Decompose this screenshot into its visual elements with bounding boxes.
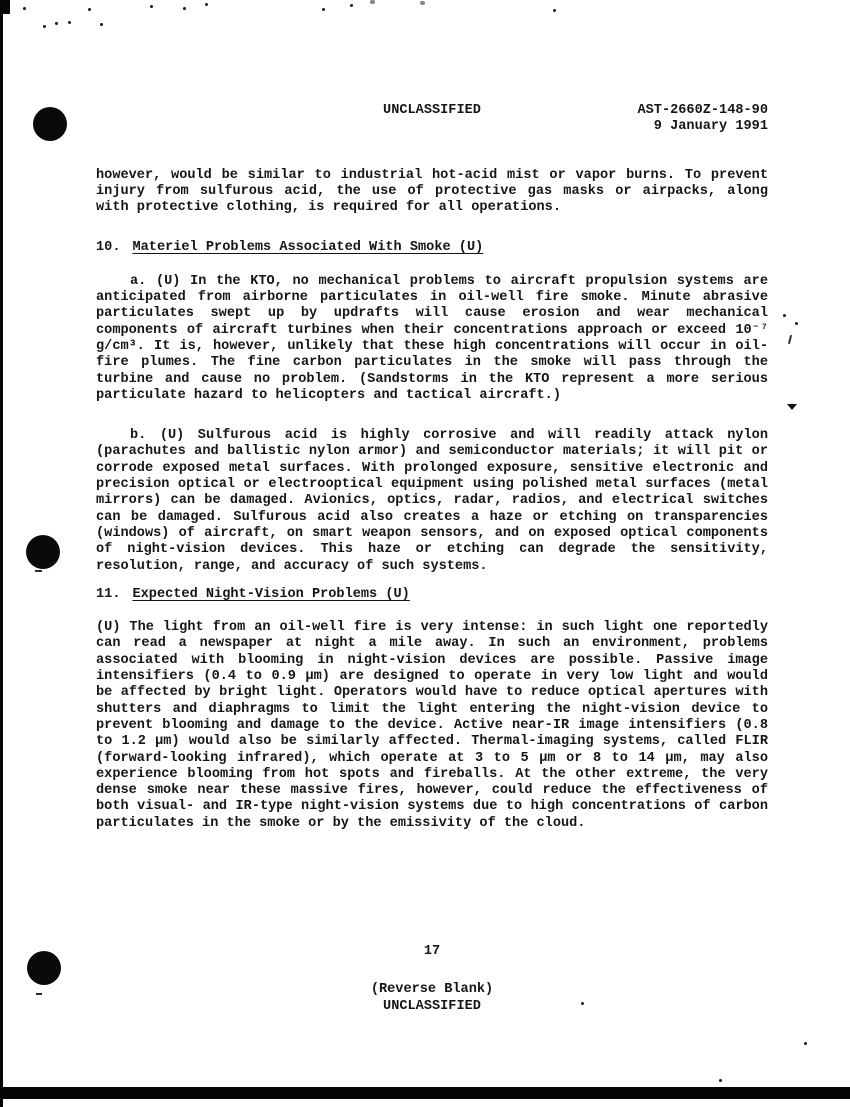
scan-smudge — [370, 0, 375, 4]
hole-punch-bottom — [27, 951, 61, 985]
scan-speck — [322, 8, 325, 11]
scan-speck — [100, 23, 103, 26]
scan-speck — [205, 3, 208, 6]
scan-stroke-mark — [788, 335, 792, 344]
section-11-title: Expected Night-Vision Problems (U) — [132, 586, 410, 602]
reverse-blank-note: (Reverse Blank) — [370, 982, 494, 998]
section-10-number: 10. — [96, 240, 121, 256]
section-11-paragraph: (U) The light from an oil-well fire is very intense: in such light one reportedly can read a newspaper at night a mile away. In such an environment, problems associated with blooming in night-vision devices are possible. Passive image intensifiers (0.4 to 0.9 µm) are designed to operate in very low light and would be affected by bright light. Operators would have to reduce optical apertures with shutters and diaphragms to limit the light entering the night-vision device to prevent blooming and damage to the device. Active near-IR image intensifiers (0.8 to 1.2 µm) would also be similarly affected. Thermal-imaging systems, called FLIR (forward-looking infrared), which operate at 3 to 5 µm or 8 to 14 µm, may also experience blooming from hot spots and fireballs. At the other extreme, the very dense smoke near these massive fires, however, could reduce the effectiveness of both visual- and IR-type night-vision systems due to high concentrations of carbon particulates in the smoke or by the emissivity of the cloud. — [96, 620, 768, 831]
scan-dash — [36, 993, 42, 995]
document-footer — [96, 944, 768, 1015]
section-11-number: 11. — [96, 586, 121, 602]
footer-classification: UNCLASSIFIED — [383, 998, 481, 1014]
scan-triangle-mark — [787, 404, 797, 410]
section-10-paragraph-b: b. (U) Sulfurous acid is highly corrosive and will readily attack nylon (parachutes and ballistic nylon armor) and semiconductor materials; it will pit or corrode exposed metal surfaces. With prolonged exposure, sensitive electronic and precision optical or electrooptical equipment using polished metal surfaces (metal mirrors) can be damaged. Avionics, optics, radar, radios, and electrical switches can be damaged. Sulfurous acid also creates a haze or etching on transparencies (windows) of aircraft, on smart weapon sensors, and on exposed optical components of night-vision devices. This haze or etching can degrade the sensitivity, resolution, range, and accuracy of such systems. — [96, 428, 768, 574]
scan-dash — [35, 570, 42, 572]
header-classification: UNCLASSIFIED — [383, 103, 481, 118]
scan-speck — [150, 5, 153, 8]
header-doc-number: AST-2660Z-148-90 — [637, 103, 768, 118]
header-date: 9 January 1991 — [653, 119, 768, 135]
section-10-paragraph-a: a. (U) In the KTO, no mechanical problems to aircraft propulsion systems are anticipated from airborne particulates in oil-well fire smoke. Minute abrasive particulates swept up by updrafts will cause erosion and wear mechanical components of aircraft turbines when their concentrations approach or exceed 10⁻⁷ g/cm³. It is, however, unlikely that these high concentrations will occur in oil-fire plumes. The fine carbon particulates in the smoke will pass through the turbine and cause no problem. (Sandstorms in the KTO represent a more serious particulate hazard to helicopters and tactical aircraft.) — [96, 273, 768, 403]
scan-speck — [795, 322, 798, 325]
scan-bottom-bar — [0, 1087, 850, 1099]
scan-speck — [804, 1042, 807, 1045]
scan-speck — [783, 314, 786, 317]
intro-paragraph: however, would be similar to industrial hot-acid mist or vapor burns. To prevent injury from sulfurous acid, the use of protective gas masks or airpacks, along with protective clothing, is required for all operations. — [96, 167, 768, 216]
hole-punch-top — [33, 107, 67, 141]
hole-punch-middle — [26, 535, 60, 569]
scan-speck — [553, 9, 556, 12]
scan-speck — [183, 7, 186, 10]
scan-speck — [43, 25, 46, 28]
scan-speck — [719, 1079, 722, 1082]
scan-speck — [88, 8, 91, 11]
section-10-title: Materiel Problems Associated With Smoke (U) — [132, 240, 484, 256]
scan-speck — [350, 4, 353, 7]
section-11-heading — [96, 587, 768, 603]
scan-speck — [68, 21, 71, 24]
scan-left-edge-corner — [0, 0, 10, 14]
page-number: 17 — [423, 944, 441, 959]
scan-left-edge — [0, 0, 3, 1107]
scan-smudge — [420, 1, 425, 5]
document-content — [96, 103, 768, 832]
scan-speck — [55, 22, 58, 25]
document-header — [96, 103, 768, 136]
section-10-heading — [96, 240, 768, 256]
scan-speck — [23, 7, 26, 10]
